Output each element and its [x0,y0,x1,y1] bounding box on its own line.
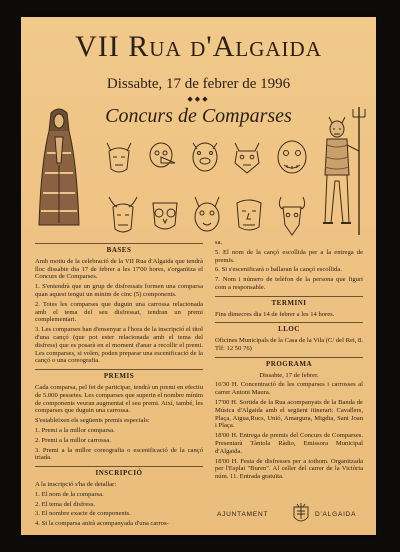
ornament-diamonds: ◆◆◆ [187,95,210,103]
right-column [215,239,363,483]
inscripcio-paragraph: A la inscripció s'ha de detallar: [35,480,117,488]
premis-item: 3. Premi a la millor coreografia o escenificació de la cançó triada. [35,446,203,462]
wolf-mask-icon [229,139,265,175]
inscripcio-item: 5. El nom de la cançó escollida per a la entrega de premis. [215,248,363,264]
bases-paragraph: Amb motiu de la celebració de la VII Rua d'Algaida que tendrà lloc dissabte dia 17 de febrer a les 17'00 hores, s'organitza el Concurs de Comparses. [35,257,203,281]
premis-paragraph: S'estableixen els següents premis especials: [35,417,150,425]
goat-mask-icon [273,193,311,237]
bases-paragraph: 2. Totes les comparses que duguin una carrossa relacionada amb el tema del seu disfressat, tendran un premi complementari. [35,300,203,324]
programa-item: 18'00 H. Entrega de premis del Concurs de Comparses. Presentarà Tàntola Ràdio, Emissora Municipal d'Algaida. [215,432,363,455]
devil-mask-icon [101,137,137,177]
programa-item: 16'30 H. Concentració de les comparses i carrosses al carrer Antoni Maura. [215,381,363,397]
premis-paragraph: Cada comparsa, pel fet de participar, tendrà un premi en efectiu de 5.000 pessetes. Les comparses que superin el nombre mínim de components veuran augmentat el seu premi. Així, també, les comparses que duguin una carrossa. [35,383,203,415]
title-main: Rua d'Algaida [128,30,322,63]
section-heading-programa: PROGRAMA [266,359,312,368]
coat-of-arms-icon [291,503,311,527]
section-heading-lloc: LLOC [278,325,300,334]
bases-paragraph: 1. S'entendrà que un grup de disfressats formen una comparsa quan aquest tengui un mínim de cinc (5) components. [35,283,203,298]
contest-subtitle: Concurs de Comparses [105,105,292,127]
bases-paragraph: 3. Les comparses han d'ensenyar a l'hora de la inscripció el títol d'una cançó (que pot ester relacionada amb el tema del disfress) que es posarà en el moment d'anar a recollir el premi. Les comparses, si volen, poden preparar una escenificació de la cançó o una coreografia. [35,326,203,365]
inscripcio-item: 2. El tema del disfress. [35,500,96,508]
footer-algaida: D'ALGAIDA [315,511,357,518]
divider [215,322,363,323]
cat-mask-icon [189,193,225,235]
inscripcio-item: 3. El nombre exacte de components. [35,510,131,518]
section-heading-inscripcio: INSCRIPCIÓ [95,469,143,478]
inscripcio-item: 6. Si s'escenificarà o ballaran la cançó escollida. [215,266,342,274]
ogre-mask-icon [231,195,267,235]
masks-illustration [101,135,311,243]
poster [21,17,376,535]
inscripcio-item: 7. Nom i número de telèfon de la persona que figuri com a responsable. [215,276,363,291]
owl-mask-icon [147,195,183,235]
section-heading-termini: TERMINI [271,298,307,307]
costumed-woman-figure [33,103,85,235]
event-date: Dissabte, 17 de febrer de 1996 [106,76,291,92]
footer [215,503,365,527]
inscripcio-item: 4. Si la comparsa anirà acompanyada d'una carros- [35,520,169,528]
footer-ajuntament: AJUNTAMENT [217,511,269,518]
devil-with-pitchfork-figure [315,105,369,237]
poster-title [21,31,376,63]
monster-mask-icon [273,137,311,177]
programa-item: 17'00 H. Sortida de la Rua acompanyats de la Banda de Música d'Algaida amb el següent itinerari: Cavallers, Plaça, Aigua,Rucs, Unió, Amargura, Migdia, Sant Joan i Plaça. [215,398,363,430]
pig-mask-icon [187,137,223,175]
premis-item: 1. Premi a la millor comparsa. [35,426,115,434]
section-heading-premis: PREMIS [103,372,135,381]
divider [215,296,363,297]
programa-item: 18'00 H. Festa de disfresses per a tothom. Organitzada per l'Esplai "Buren". Al celler del carrer de la Victòria núm. 11. Entrada gratuïta. [215,457,363,481]
divider [35,369,203,370]
lloc-paragraph: Oficines Municipals de la Casa de la Vila (C/ del Rei, 8. Tlf: 12 50 76) [215,337,363,352]
divider [35,466,203,467]
divider [215,357,363,358]
bird-mask-icon [145,139,181,175]
premis-item: 2. Premi a la millor carrossa. [35,436,111,444]
inscripcio-item: 1. El nom de la comparsa. [35,490,104,498]
termini-paragraph: Fins dimecres dia 14 de febrer a les 14 hores. [215,310,335,318]
programa-date: Dissabte, 17 de febrer. [259,371,319,379]
divider [35,243,203,244]
section-heading-bases: BASES [106,246,132,254]
inscripcio-continuation: sa. [215,239,223,246]
title-prefix: VII [75,30,120,63]
left-column [35,239,203,530]
horned-devil-mask-icon [105,193,141,237]
